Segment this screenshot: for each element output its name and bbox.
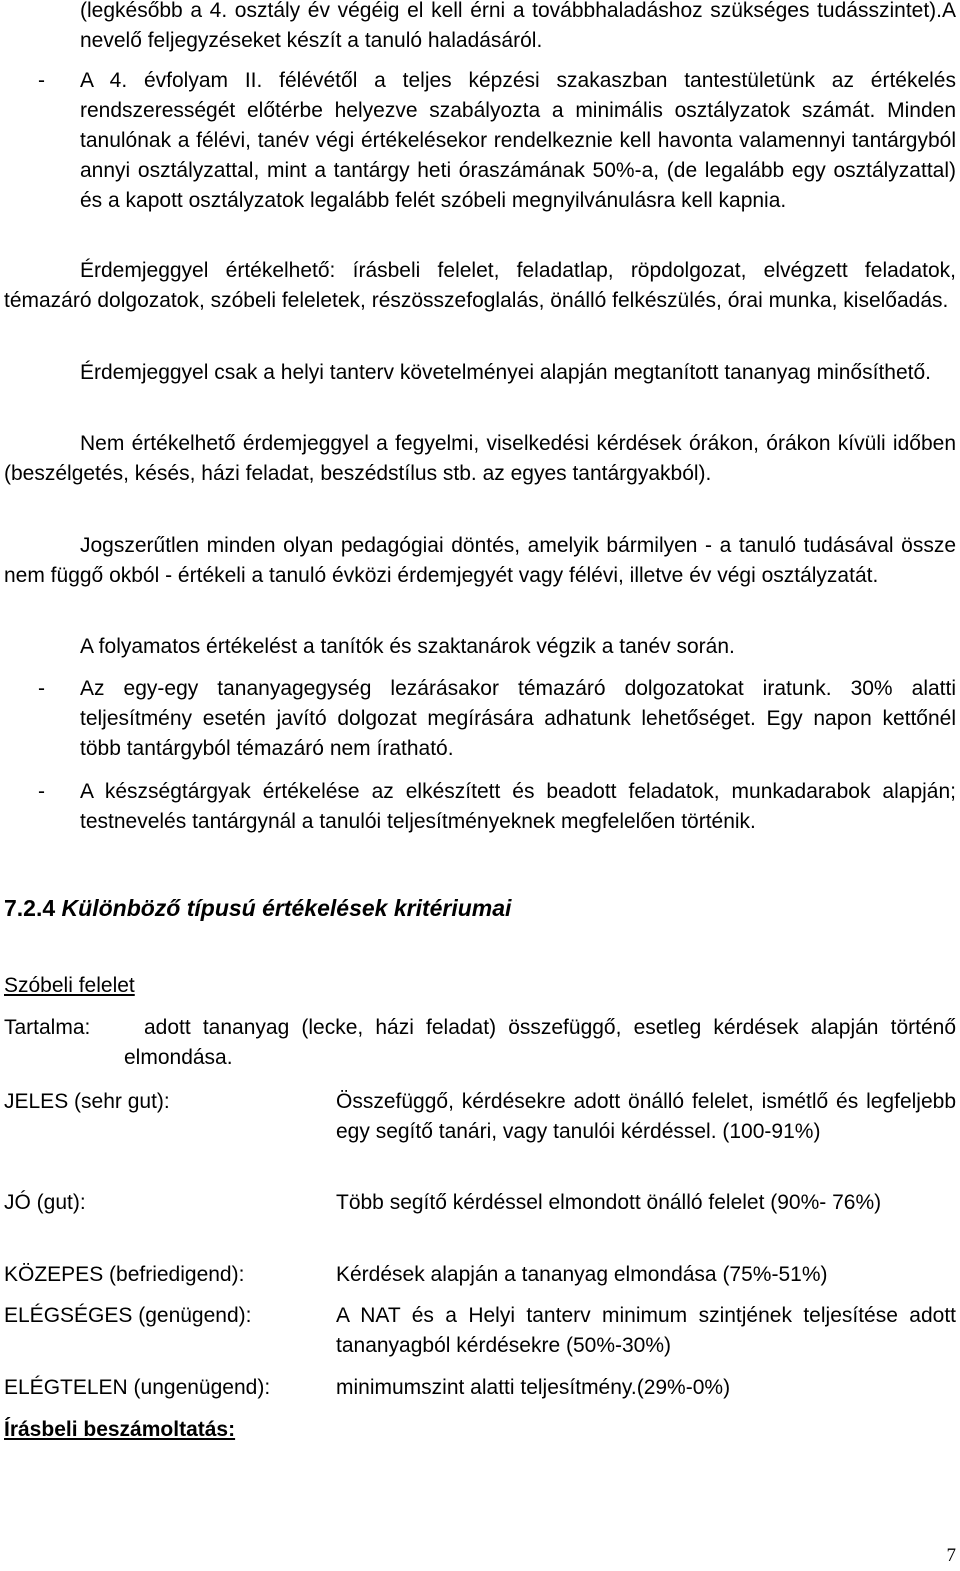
grade-label: ELÉGSÉGES (genügend): <box>4 1304 252 1327</box>
section-title: Különböző típusú értékelések kritériumai <box>61 895 512 921</box>
szobeli-felelet-heading: Szóbeli felelet <box>4 974 135 997</box>
irasbeli-heading: Írásbeli beszámoltatás: <box>4 1418 236 1441</box>
paragraph-jogszerutlen: Jogszerűtlen minden olyan pedagógiai döntés, amelyik bármilyen - a tanuló tudásával össze nem függő okból - értékeli a tanuló évközi érdemjegyét vagy félévi, illetve év végi osztályzatát. <box>4 534 956 587</box>
grade-label: ELÉGTELEN (ungenügend): <box>4 1376 271 1399</box>
paragraph-erdemjegy: Érdemjeggyel értékelhető: írásbeli felelet, feladatlap, röpdolgozat, elvégzett feladatok, témazáró dolgozatok, szóbeli feleletek, részösszefoglalás, önálló felkészülés, órai munka, kiselőadás. <box>4 259 956 312</box>
list-item-temazaro: Az egy-egy tananyagegység lezárásakor témazáró dolgozatokat iratunk. 30% alatti teljesítmény esetén javító dolgozat megírására adhatunk lehetőséget. Egy napon kettőnél több tantárgyból témazáró nem íratható. <box>80 677 956 760</box>
section-number: 7.2.4 <box>4 895 56 921</box>
section-heading <box>4 892 511 924</box>
grade-label: KÖZEPES (befriedigend): <box>4 1263 245 1286</box>
tartalma-text: adott tananyag (lecke, házi feladat) összefüggő, esetleg kérdések alapján történő elmondása. <box>124 1016 956 1069</box>
grade-description: Összefüggő, kérdésekre adott önálló felelet, ismétlő és legfeljebb egy segítő tanári, vagy tanulói kérdéssel. (100-91%) <box>336 1090 956 1143</box>
list-dash: - <box>38 69 45 92</box>
grade-description: minimumszint alatti teljesítmény.(29%-0%) <box>336 1376 731 1399</box>
grade-description: Több segítő kérdéssel elmondott önálló felelet (90%- 76%) <box>336 1191 882 1214</box>
list-dash: - <box>38 780 45 803</box>
page-number: 7 <box>946 1545 956 1566</box>
top-fragment: (legkésőbb a 4. osztály év végéig el kell érni a továbbhaladáshoz szükséges tudásszintet).A nevelő feljegyzéseket készít a tanuló haladásáról. <box>80 0 956 52</box>
paragraph-tananyag: Érdemjeggyel csak a helyi tanterv követelményei alapján megtanított tananyag minősíthető. <box>80 361 931 384</box>
tartalma-label: Tartalma: <box>4 1016 91 1039</box>
grade-label: JELES (sehr gut): <box>4 1090 170 1113</box>
paragraph-nem-ertekelheto: Nem értékelhető érdemjeggyel a fegyelmi, viselkedési kérdések órákon, órákon kívüli időben (beszélgetés, késés, házi feladat, beszédstílus stb. az egyes tantárgyakból). <box>4 432 956 485</box>
list-item-keszsegtargyak: A készségtárgyak értékelése az elkészített és beadott feladatok, munkadarabok alapján; testnevelés tantárgynál a tanulói teljesítményeknek megfelelően történik. <box>80 780 956 833</box>
grade-label: JÓ (gut): <box>4 1191 86 1214</box>
list-dash: - <box>38 677 45 700</box>
list-item-evfolyam: A 4. évfolyam II. félévétől a teljes képzési szakaszban tantestületünk az értékelés rendszerességét előtérbe helyezve szabályozta a minimális osztályzatok számát. Minden tanulónak a félévi, tanév végi értékelésekor rendelkeznie kell havonta valamennyi tantárgyból annyi osztályzattal, mint a tantárgy heti óraszámának 50%-a, (de legalább egy osztályzattal) és a kapott osztályzatok legalább felét szóbeli megnyilvánulásra kell kapnia. <box>80 69 956 212</box>
grade-description: Kérdések alapján a tananyag elmondása (75%-51%) <box>336 1263 828 1286</box>
grade-description: A NAT és a Helyi tanterv minimum szintjének teljesítése adott tananyagból kérdésekre (50%-30%) <box>336 1304 956 1357</box>
paragraph-folyamatos: A folyamatos értékelést a tanítók és szaktanárok végzik a tanév során. <box>80 635 735 658</box>
